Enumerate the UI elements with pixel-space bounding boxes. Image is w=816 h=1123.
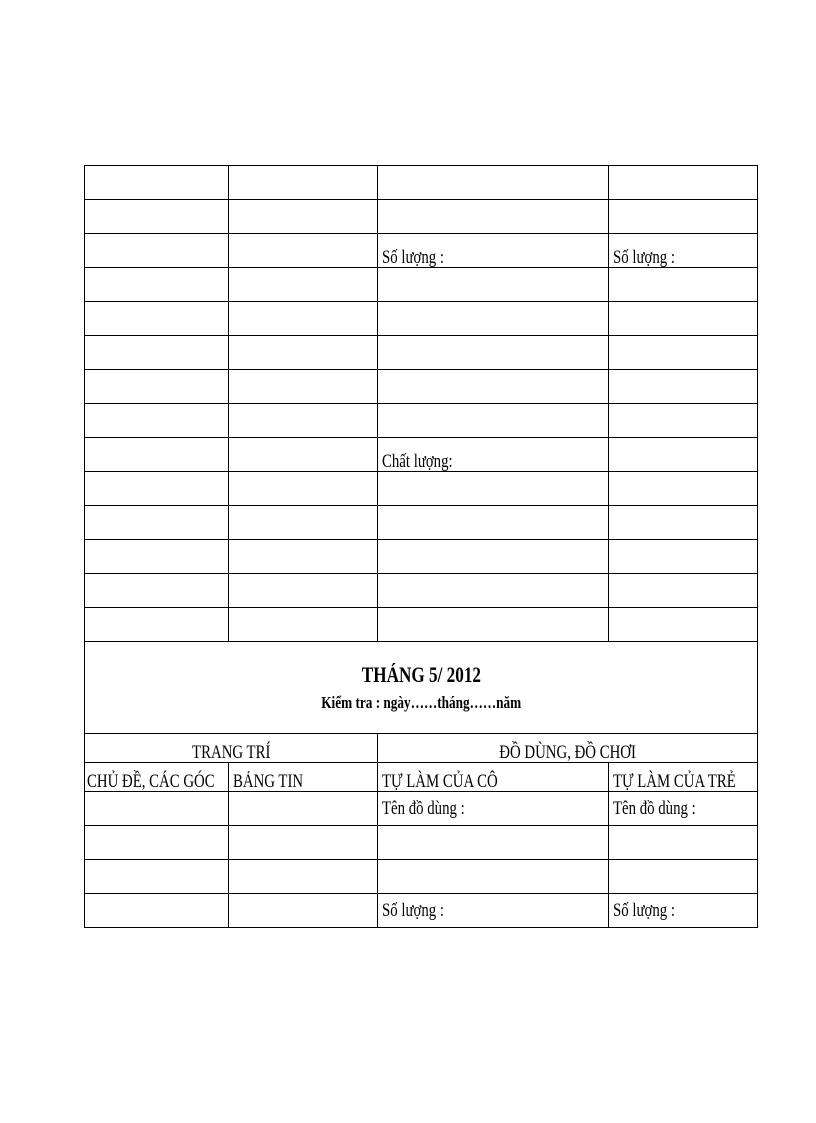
table-row — [85, 860, 758, 894]
table-row — [85, 506, 758, 540]
table-row — [85, 792, 758, 826]
table-row — [85, 336, 758, 370]
table-row — [85, 438, 758, 472]
quantity-label-child: Số lượng : — [613, 247, 675, 268]
item-name-label-child: Tên đồ dùng : — [613, 798, 696, 819]
header-toys: ĐỒ DÙNG, ĐỒ CHƠI — [499, 742, 636, 763]
header-topics-corners: CHỦ ĐỀ, CÁC GÓC — [87, 771, 215, 792]
table-row — [85, 302, 758, 336]
header-row-groups — [85, 734, 758, 763]
quantity-label-teacher-lower: Số lượng : — [382, 900, 444, 921]
table-row — [85, 894, 758, 928]
quantity-label-child-lower: Số lượng : — [613, 900, 675, 921]
table-row — [85, 404, 758, 438]
table-row — [85, 826, 758, 860]
header-child-made: TỰ LÀM CỦA TRẺ — [613, 771, 736, 792]
section-title-row — [85, 642, 758, 734]
table-row — [85, 234, 758, 268]
header-decoration: TRANG TRÍ — [191, 742, 271, 763]
header-teacher-made: TỰ LÀM CỦA CÔ — [382, 771, 498, 792]
inspection-table — [84, 165, 758, 928]
table-row — [85, 166, 758, 200]
table-row — [85, 574, 758, 608]
table-row — [85, 540, 758, 574]
header-row-columns — [85, 763, 758, 792]
quantity-label-teacher: Số lượng : — [382, 247, 444, 268]
quality-label: Chất lượng: — [382, 451, 453, 472]
table-row — [85, 472, 758, 506]
header-bulletin-board: BẢNG TIN — [233, 771, 304, 792]
table-row — [85, 370, 758, 404]
table-row — [85, 268, 758, 302]
month-title: THÁNG 5/ 2012 — [361, 662, 481, 687]
table-row — [85, 608, 758, 642]
table-row — [85, 200, 758, 234]
item-name-label-teacher: Tên đồ dùng : — [382, 798, 465, 819]
check-date-line: Kiểm tra : ngày……tháng……năm — [320, 693, 521, 712]
